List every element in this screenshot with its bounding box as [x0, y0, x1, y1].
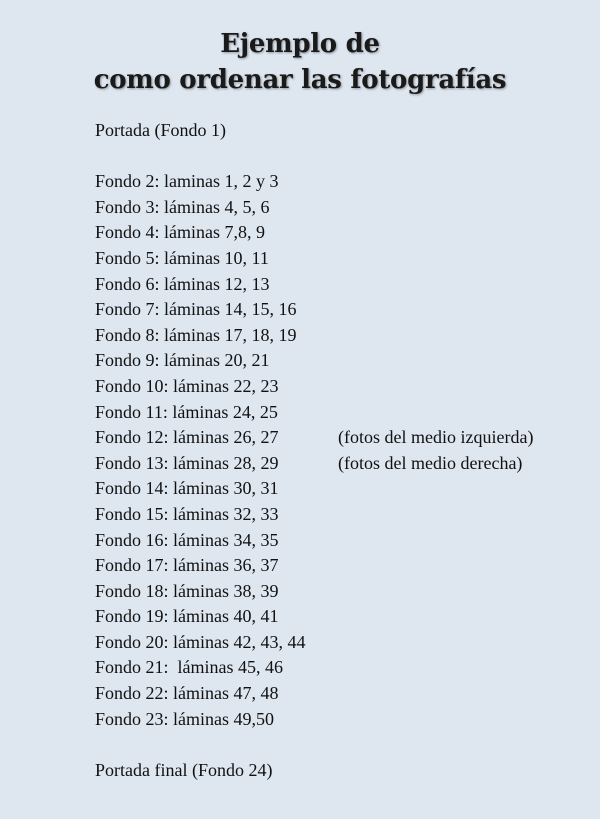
fondo-entry-text: Fondo 19: láminas 40, 41: [95, 606, 279, 627]
fondo-entry-text: Fondo 20: láminas 42, 43, 44: [95, 631, 306, 652]
fondo-entry-text: Fondo 5: láminas 10, 11: [95, 247, 269, 268]
fondo-entry-text: Fondo 12: láminas 26, 27: [95, 427, 279, 448]
fondo-entry-text: Fondo 4: láminas 7,8, 9: [95, 222, 265, 243]
fondo-entry-text: Fondo 2: laminas 1, 2 y 3: [95, 171, 279, 192]
fondo-rows: [95, 169, 595, 732]
title-line-1: Ejemplo de: [220, 29, 380, 59]
list-item: [95, 323, 595, 349]
fondo-entry-text: Fondo 18: láminas 38, 39: [95, 580, 279, 601]
fondo-entry-text: Fondo 13: láminas 28, 29: [95, 452, 279, 473]
list-item: [95, 374, 595, 400]
list-item: [95, 528, 595, 554]
fondo-entry-note: (fotos del medio derecha): [338, 452, 523, 473]
fondo-entry-text: Fondo 7: láminas 14, 15, 16: [95, 299, 297, 320]
fondo-entry-text: Fondo 17: láminas 36, 37: [95, 555, 279, 576]
blank-line: [95, 732, 595, 758]
blank-line: [95, 144, 595, 170]
fondo-entry-text: Fondo 3: láminas 4, 5, 6: [95, 196, 270, 217]
photo-order-list: [95, 118, 595, 783]
list-item: [95, 400, 595, 426]
list-item: [95, 169, 595, 195]
list-item: [95, 707, 595, 733]
fondo-entry-text: Fondo 23: láminas 49,50: [95, 708, 274, 729]
list-item: [95, 425, 595, 451]
list-item: [95, 655, 595, 681]
list-item: [95, 553, 595, 579]
list-item: [95, 272, 595, 298]
fondo-entry-text: Fondo 8: láminas 17, 18, 19: [95, 324, 297, 345]
fondo-entry-text: Fondo 10: láminas 22, 23: [95, 375, 279, 396]
list-item: [95, 195, 595, 221]
list-item: [95, 451, 595, 477]
page-title: [0, 26, 600, 98]
list-item: [95, 502, 595, 528]
fondo-entry-text: Fondo 21: láminas 45, 46: [95, 657, 283, 678]
fondo-entry-text: Fondo 11: láminas 24, 25: [95, 401, 278, 422]
fondo-entry-text: Fondo 15: láminas 32, 33: [95, 503, 279, 524]
list-item: [95, 604, 595, 630]
fondo-entry-text: Fondo 6: láminas 12, 13: [95, 273, 270, 294]
final-cover-line: Portada final (Fondo 24): [95, 759, 273, 780]
fondo-entry-text: Fondo 14: láminas 30, 31: [95, 478, 279, 499]
list-item: [95, 630, 595, 656]
fondo-entry-text: Fondo 9: láminas 20, 21: [95, 350, 270, 371]
list-item: [95, 246, 595, 272]
list-item: [95, 476, 595, 502]
list-item: [95, 220, 595, 246]
fondo-entry-text: Fondo 16: láminas 34, 35: [95, 529, 279, 550]
list-item: [95, 681, 595, 707]
list-item: [95, 579, 595, 605]
list-item: [95, 297, 595, 323]
title-line-2: como ordenar las fotografías: [93, 65, 507, 95]
fondo-entry-note: (fotos del medio izquierda): [338, 427, 534, 448]
list-item: [95, 348, 595, 374]
cover-line: Portada (Fondo 1): [95, 120, 226, 140]
fondo-entry-text: Fondo 22: láminas 47, 48: [95, 683, 279, 704]
